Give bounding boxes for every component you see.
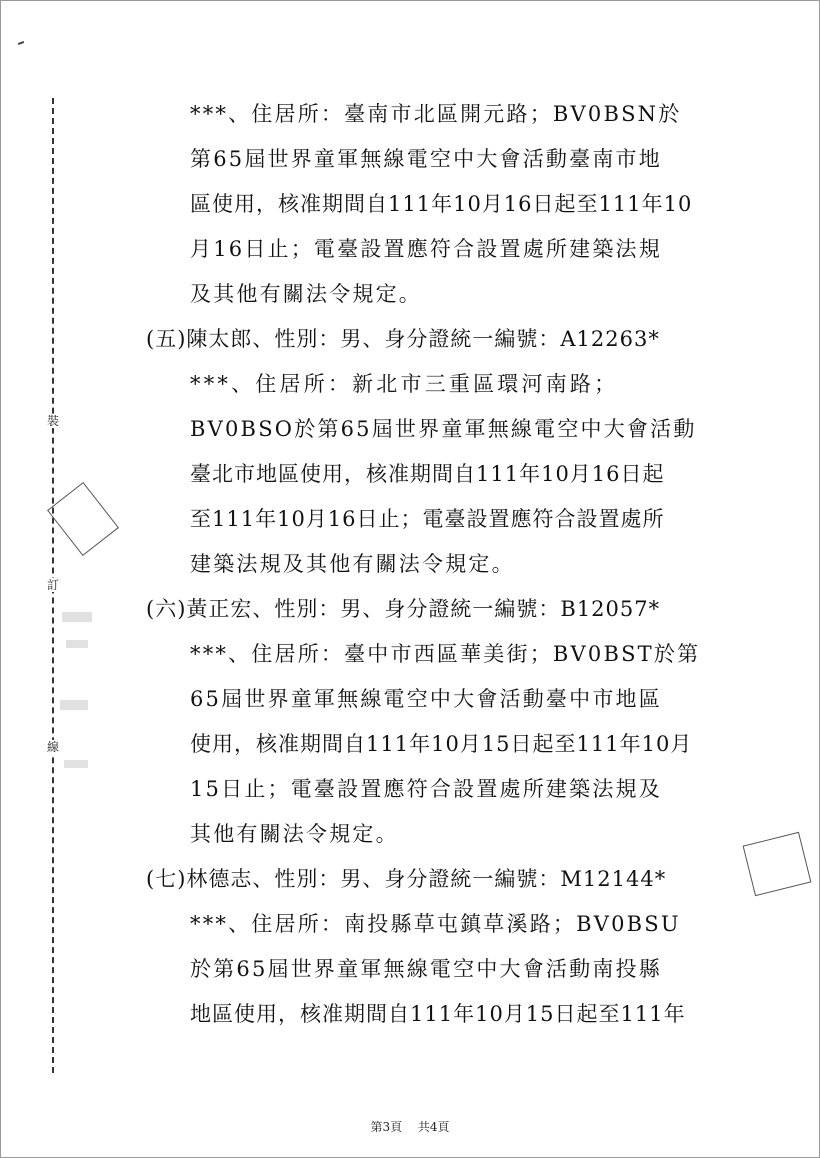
body-line: 使用，核准期間自111年10月15日起至111年10月 [190,732,693,756]
body-line: 月16日止；電臺設置應符合設置處所建築法規 [190,237,662,261]
body-line: 第65屆世界童軍無線電空中大會活動臺南市地 [190,147,662,171]
page-number: 第3頁 [370,1120,403,1134]
body-line: 區使用，核准期間自111年10月16日起至111年10 [190,192,693,216]
body-line: 其他有關法令規定。 [190,822,399,846]
page-footer [0,1118,820,1135]
body-line: 65屆世界童軍無線電空中大會活動臺中市地區 [190,687,662,711]
binding-mark-xian: 線 [46,740,59,754]
body-line: ***、住居所：臺南市北區開元路；BV0BSN於 [190,102,682,126]
body-line: 15日止；電臺設置應符合設置處所建築法規及 [190,777,662,801]
list-item-six-heading: (六)黃正宏、性別：男、身分證統一編號：B12057* [146,597,661,621]
body-line: 臺北市地區使用，核准期間自111年10月16日起 [190,462,665,486]
scan-smudge [64,760,88,768]
body-line: 地區使用，核准期間自111年10月15日起至111年 [190,1002,686,1026]
body-line: 至111年10月16日止；電臺設置應符合設置處所 [190,507,665,531]
binding-mark-ding: 訂 [46,578,59,592]
body-line: 於第65屆世界童軍無線電空中大會活動南投縣 [190,957,662,981]
scan-smudge [62,612,92,622]
list-item-five-heading: (五)陳太郎、性別：男、身分證統一編號：A12263* [146,327,660,351]
body-line: ***、住居所：新北市三重區環河南路； [190,372,619,396]
body-line: ***、住居所：臺中市西區華美街；BV0BST於第 [190,642,701,666]
page-total: 共4頁 [417,1120,450,1134]
body-line: ***、住居所：南投縣草屯鎮草溪路；BV0BSU [190,912,681,936]
scan-smudge [60,700,88,710]
body-line: BV0BSO於第65屆世界童軍無線電空中大會活動 [190,417,697,441]
list-item-seven-heading: (七)林德志、性別：男、身分證統一編號：M12144* [146,867,667,891]
body-line: 及其他有關法令規定。 [190,282,422,306]
scan-smudge [66,640,88,648]
binding-mark-zhuang: 裝 [46,414,59,428]
body-line: 建築法規及其他有關法令規定。 [190,552,515,576]
